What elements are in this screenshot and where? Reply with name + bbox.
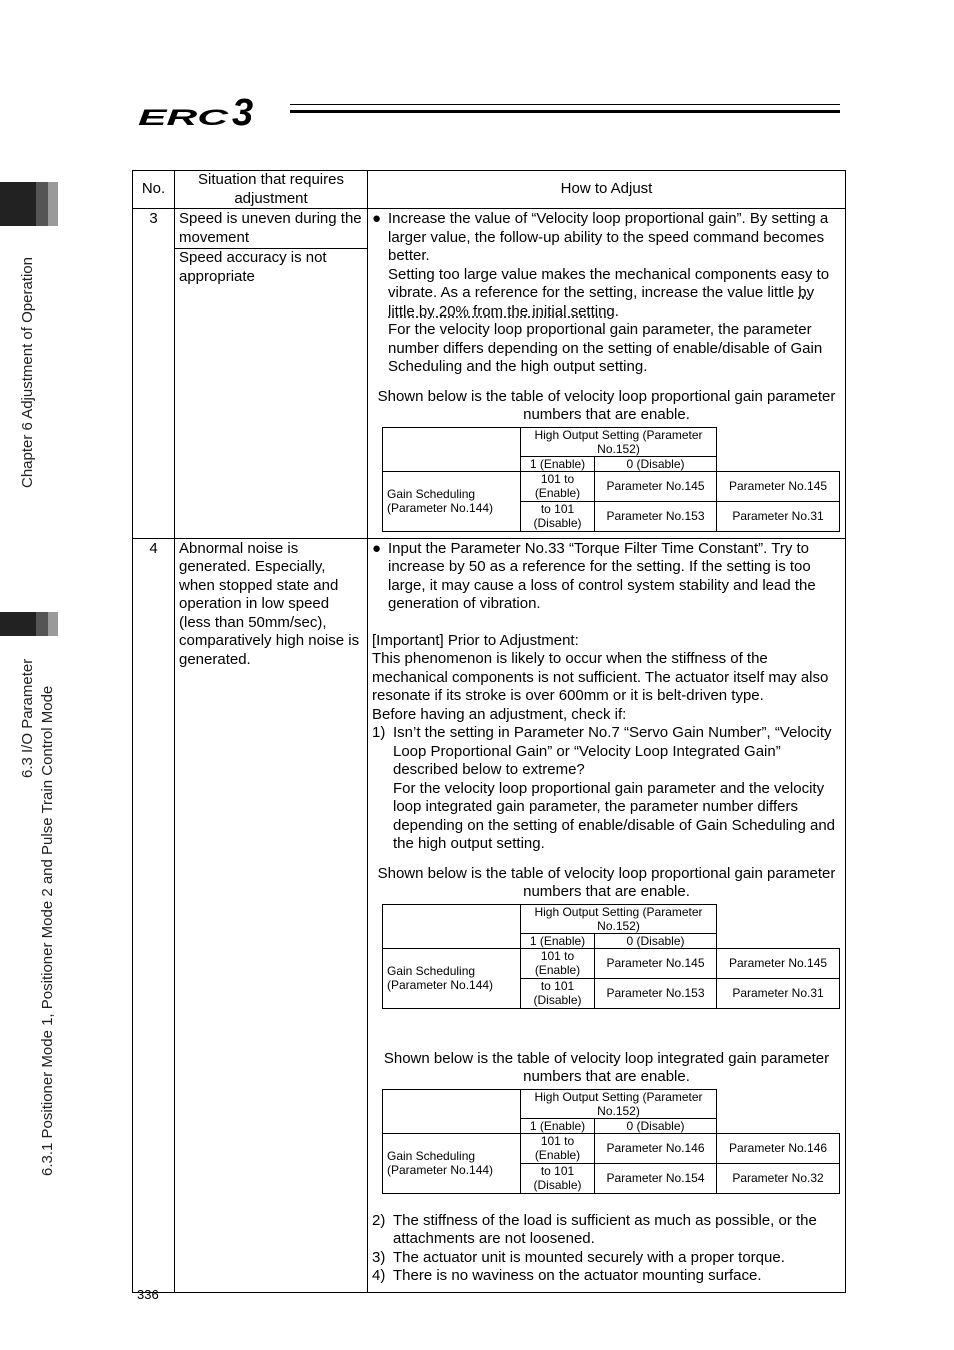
check-item: 2) The stiffness of the load is sufficient as much as possible, or the attachments are not loosened.: [372, 1212, 841, 1249]
table-cell: Parameter No.31: [717, 978, 840, 1008]
paragraph: For the velocity loop proportional gain parameter, the parameter number differs depending on the setting of enable/disable of Gain Scheduling and the high output setting.: [388, 321, 823, 375]
proportional-gain-table: [382, 904, 840, 1009]
row-number: 3: [133, 209, 175, 539]
table-caption: Shown below is the table of velocity loop proportional gain parameter numbers that are enable.: [377, 387, 836, 423]
disable-header: 0 (Disable): [595, 933, 717, 948]
disable-row-label: to 101 (Disable): [521, 978, 595, 1008]
how-to-adjust-cell: [368, 209, 846, 539]
table-header-row: [133, 171, 846, 209]
table-caption: Shown below is the table of velocity loop proportional gain parameter numbers that are enable.: [377, 864, 836, 900]
situation-text: Speed is uneven during the movement: [179, 210, 362, 246]
check-item-text: There is no waviness on the actuator mounting surface.: [393, 1267, 762, 1284]
situation-text: Speed accuracy is not appropriate: [175, 248, 367, 286]
disable-row-label: to 101 (Disable): [521, 501, 595, 531]
row-number: 4: [133, 538, 175, 1292]
check-item-text: The stiffness of the load is sufficient as much as possible, or the attachments are not loosened.: [393, 1211, 817, 1247]
paragraph: Increase the value of “Velocity loop proportional gain”. By setting a larger value, the follow-up ability to the speed command becomes better.: [388, 210, 829, 264]
header-rule-thick: [290, 110, 840, 113]
table-cell: Parameter No.146: [717, 1133, 840, 1163]
table-caption: Shown below is the table of velocity loop integrated gain parameter numbers that are enable.: [383, 1049, 830, 1085]
table-row: [133, 538, 846, 1292]
disable-row-label: to 101 (Disable): [521, 1163, 595, 1193]
paragraph: Before having an adjustment, check if:: [372, 705, 627, 723]
paragraph: This phenomenon is likely to occur when the stiffness of the mechanical components is not sufficient. The actuator itself may also resonate if its stroke is over 600mm or it is belt-driven type.: [372, 650, 829, 704]
table-cell: Parameter No.31: [717, 501, 840, 531]
paragraph: Setting too large value makes the mechanical components easy to vibrate. As a reference for the setting, increase the value little by little by 20% from the initial setting.: [388, 265, 830, 320]
erc3-logo: [136, 92, 278, 128]
gain-scheduling-label: Gain Scheduling (Parameter No.144): [383, 948, 521, 1008]
enable-row-label: 101 to (Enable): [521, 948, 595, 978]
bullet-icon: ●: [372, 539, 382, 557]
check-item: 3) The actuator unit is mounted securely with a proper torque.: [372, 1249, 841, 1268]
adjustment-table: [132, 170, 846, 1293]
header-rule-thin: [290, 104, 840, 105]
situation-cell: [175, 209, 368, 539]
check-item-text: Isn’t the setting in Parameter No.7 “Servo Gain Number”, “Velocity Loop Proportional Gain” or “Velocity Loop Integrated Gain” described below to extreme?: [393, 724, 832, 778]
gain-scheduling-label: Gain Scheduling (Parameter No.144): [383, 471, 521, 531]
logo-3-mark: 3: [232, 92, 254, 128]
enable-header: 1 (Enable): [521, 933, 595, 948]
table-row: [133, 209, 846, 539]
table-cell: Parameter No.145: [717, 948, 840, 978]
enable-row-label: 101 to (Enable): [521, 471, 595, 501]
table-cell: Parameter No.153: [595, 978, 717, 1008]
underlined-text: by little by 20% from the initial setting: [388, 284, 815, 320]
bullet-icon: ●: [372, 210, 382, 227]
situation-cell: [175, 538, 368, 1292]
enable-header: 1 (Enable): [521, 456, 595, 471]
chapter-title: Chapter 6 Adjustment of Operation: [19, 257, 36, 488]
high-output-header: High Output Setting (Parameter No.152): [521, 904, 717, 933]
table-cell: Parameter No.146: [595, 1133, 717, 1163]
table-cell: Parameter No.145: [717, 471, 840, 501]
enable-header: 1 (Enable): [521, 1118, 595, 1133]
how-to-adjust-cell: [368, 538, 846, 1292]
enable-row-label: 101 to (Enable): [521, 1133, 595, 1163]
table-cell: Parameter No.145: [595, 471, 717, 501]
situation-text: Abnormal noise is generated. Especially, when stopped state and operation in low speed (less than 50mm/sec), comparatively high noise is generated.: [179, 539, 360, 668]
check-item-text: The actuator unit is mounted securely with a proper torque.: [393, 1248, 785, 1266]
header-how: How to Adjust: [368, 171, 846, 209]
high-output-header: High Output Setting (Parameter No.152): [521, 427, 717, 456]
important-note-title: [Important] Prior to Adjustment:: [372, 631, 579, 649]
header-no: No.: [133, 171, 175, 209]
table-cell: Parameter No.153: [595, 501, 717, 531]
table-cell: Parameter No.32: [717, 1163, 840, 1193]
gain-parameter-table: [382, 427, 840, 532]
disable-header: 0 (Disable): [595, 456, 717, 471]
check-item: 4) There is no waviness on the actuator mounting surface.: [372, 1267, 841, 1286]
table-cell: Parameter No.145: [595, 948, 717, 978]
table-cell: Parameter No.154: [595, 1163, 717, 1193]
gain-scheduling-label: Gain Scheduling (Parameter No.144): [383, 1133, 521, 1193]
disable-header: 0 (Disable): [595, 1118, 717, 1133]
header-situation: Situation that requires adjustment: [175, 171, 368, 209]
check-item-text: For the velocity loop proportional gain parameter and the velocity loop integrated gain parameter, the parameter number differs depending on the setting of enable/disable of Gain Scheduling and the high output setting.: [393, 779, 836, 852]
logo-erc-text: ERC: [138, 105, 231, 128]
subsection-title: 6.3.1 Positioner Mode 1, Positioner Mode 2 and Pulse Train Control Mode: [39, 685, 56, 1176]
page-number: 336: [137, 1287, 159, 1302]
high-output-header: High Output Setting (Parameter No.152): [521, 1089, 717, 1118]
check-item: 1) Isn’t the setting in Parameter No.7 “Servo Gain Number”, “Velocity Loop Proportional Gain” or “Velocity Loop Integrated Gain” described below to extreme? For the velocity loop proportional gain parameter and the velocity loop integrated gain parameter, the parameter number differs depending on the setting of enable/disable of Gain Scheduling and the high output setting.: [372, 724, 841, 854]
section-title: 6.3 I/O Parameter: [19, 658, 36, 778]
integrated-gain-table: [382, 1089, 840, 1194]
paragraph: Input the Parameter No.33 “Torque Filter Time Constant”. Try to increase by 50 as a reference for the setting. If the setting is too large, it may cause a loss of control system stability and lead the generation of vibration.: [388, 539, 816, 612]
